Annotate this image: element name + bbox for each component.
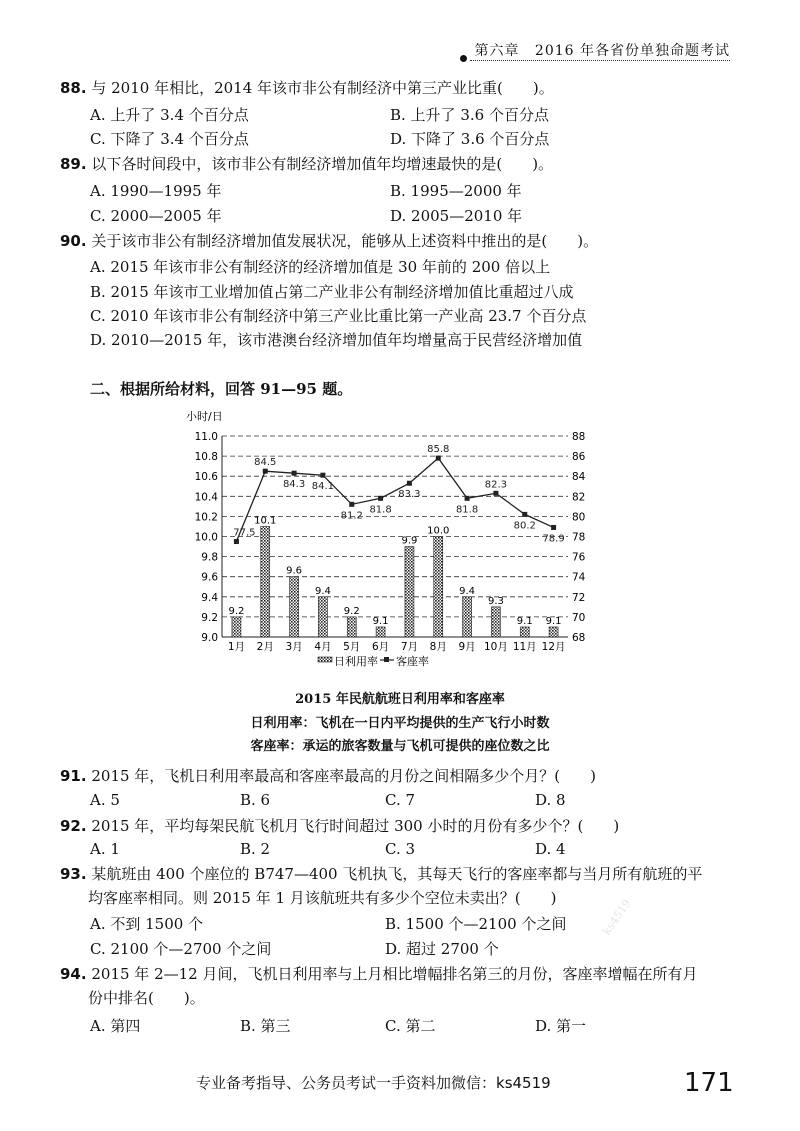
- bar: [463, 597, 472, 637]
- line-point: [551, 525, 556, 530]
- question-text: 以下各时间段中，该市非公有制经济增加值年均增速最快的是( )。: [91, 155, 554, 173]
- option-b[interactable]: B. 第三: [240, 1017, 291, 1035]
- bar: [290, 577, 299, 637]
- bar: [549, 627, 558, 637]
- watermark: ks4519: [600, 896, 634, 938]
- chart-note-1: 日利用率：飞机在一日内平均提供的生产飞行小时数: [250, 716, 550, 731]
- line-data-label: 80.2: [513, 520, 536, 532]
- bar: [520, 627, 529, 637]
- option-b[interactable]: B. 6: [240, 791, 271, 809]
- option-c[interactable]: C. 第二: [385, 1017, 436, 1035]
- line-point: [349, 502, 354, 507]
- question-text: 2015 年，飞机日利用率最高和客座率最高的月份之间相隔多少个月？( ): [91, 767, 597, 785]
- x-tick-label: 6月: [371, 641, 390, 653]
- question-88: 88. 与 2010 年相比，2014 年该市非公有制经济中第三产业比重( )。: [60, 79, 554, 97]
- line-data-label: 84.1: [311, 481, 335, 493]
- bar: [318, 597, 327, 637]
- line-point: [234, 539, 239, 544]
- line-point: [320, 473, 325, 478]
- bar: [491, 607, 500, 637]
- y2-tick-label: 70: [572, 611, 586, 624]
- option-d[interactable]: D. 2010—2015 年，该市港澳台经济增加值年均增量高于民营经济增加值: [90, 331, 583, 349]
- option-a[interactable]: A. 2015 年该市非公有制经济的经济增加值是 30 年前的 200 倍以上: [90, 258, 551, 276]
- y-tick-label: 10.0: [194, 531, 218, 544]
- chapter-label: 第六章: [474, 43, 520, 59]
- line-point: [407, 481, 412, 486]
- x-tick-label: 1月: [227, 641, 246, 653]
- question-94: 94. 2015 年 2—12 月间，飞机日利用率与上月相比增幅排名第三的月份，客座率增幅在所有月 份中排名( )。: [60, 965, 698, 1007]
- y2-tick-label: 72: [572, 591, 586, 604]
- y-tick-label: 9.2: [201, 611, 218, 624]
- option-c[interactable]: C. 2000—2005 年: [90, 207, 222, 225]
- bar-data-label: 10.1: [254, 515, 277, 527]
- y-tick-label: 10.4: [194, 491, 218, 504]
- x-tick-label: 5月: [343, 641, 361, 653]
- line-data-label: 78.9: [542, 533, 565, 545]
- bar: [376, 627, 385, 637]
- x-tick-label: 11月: [512, 641, 537, 653]
- option-a[interactable]: A. 1990—1995 年: [90, 182, 222, 200]
- line-point: [436, 456, 441, 461]
- x-tick-label: 8月: [429, 641, 447, 653]
- page-number: 171: [684, 1068, 734, 1098]
- bar-data-label: 10.0: [427, 525, 450, 537]
- line-data-label: 83.3: [398, 489, 421, 501]
- question-text: 与 2010 年相比，2014 年该市非公有制经济中第三产业比重( )。: [91, 79, 554, 97]
- line-data-label: 84.3: [282, 479, 306, 491]
- line-data-label: 81.8: [455, 504, 479, 516]
- y2-tick-label: 86: [572, 451, 586, 464]
- bar-data-label: 9.9: [401, 535, 418, 547]
- bar-data-label: 9.4: [314, 585, 331, 597]
- chart-note-2: 客座率：承运的旅客数量与飞机可提供的座位数之比: [250, 739, 550, 754]
- bar: [405, 547, 414, 637]
- line-data-label: 77.5: [233, 527, 256, 539]
- option-d[interactable]: D. 8: [535, 791, 566, 809]
- x-tick-label: 3月: [285, 641, 303, 653]
- footer-text: 专业备考指导、公务员考试一手资料加微信：ks4519: [196, 1074, 551, 1092]
- bar: [232, 617, 241, 637]
- y2-tick-label: 82: [572, 491, 586, 504]
- bar-data-label: 9.3: [487, 595, 504, 607]
- option-b[interactable]: B. 2: [240, 840, 271, 858]
- bar-data-label: 9.1: [372, 615, 389, 627]
- x-tick-label: 12月: [541, 641, 566, 653]
- y-tick-label: 11.0: [194, 431, 218, 443]
- option-a[interactable]: A. 5: [90, 791, 120, 809]
- question-text: 关于该市非公有制经济增加值发展状况，能够从上述资料中推出的是( )。: [91, 232, 599, 250]
- line-point: [292, 471, 297, 476]
- question-text: 某航班由 400 个座位的 B747—400 飞机执飞，其每天飞行的客座率都与当月所有航班的平: [91, 865, 703, 883]
- line-data-label: 84.5: [254, 457, 277, 469]
- y2-tick-label: 78: [572, 531, 586, 544]
- y2-tick-label: 74: [572, 571, 586, 584]
- line-data-label: 81.8: [369, 504, 392, 516]
- legend-label-bar: 日利用率: [334, 655, 378, 668]
- option-c[interactable]: C. 7: [385, 791, 416, 809]
- y-tick-label: 9.4: [201, 591, 218, 604]
- option-b[interactable]: B. 上升了 3.6 个百分点: [390, 106, 549, 124]
- question-91: 91. 2015 年，飞机日利用率最高和客座率最高的月份之间相隔多少个月？( ): [60, 767, 597, 785]
- question-93: 93. 某航班由 400 个座位的 B747—400 飞机执飞，其每天飞行的客座率都与当月所有航班的平 均客座率相同。则 2015 年 1 月该航班共有多少个空位未卖出？( ): [60, 865, 703, 907]
- option-d[interactable]: D. 4: [535, 840, 566, 858]
- line-data-label: 82.3: [484, 479, 508, 491]
- question-text: 2015 年，平均每架民航飞机月飞行时间超过 300 小时的月份有多少个？( ): [91, 817, 620, 835]
- question-90: 90. 关于该市非公有制经济增加值发展状况，能够从上述资料中推出的是( )。: [60, 232, 599, 250]
- option-c[interactable]: C. 2010 年该市非公有制经济中第三产业比重比第一产业高 23.7 个百分点: [90, 307, 587, 325]
- y2-tick-label: 68: [572, 632, 586, 644]
- bar-data-label: 9.1: [516, 615, 533, 627]
- bar-data-label: 9.2: [228, 605, 245, 617]
- question-92: 92. 2015 年，平均每架民航飞机月飞行时间超过 300 小时的月份有多少个？( ): [60, 817, 620, 835]
- option-c[interactable]: C. 下降了 3.4 个百分点: [90, 130, 249, 148]
- option-d[interactable]: D. 下降了 3.6 个百分点: [390, 130, 550, 148]
- y-tick-label: 10.2: [194, 511, 218, 524]
- bar: [347, 617, 356, 637]
- x-tick-label: 10月: [483, 641, 508, 653]
- line-data-label: 85.8: [427, 444, 450, 456]
- question-89: 89. 以下各时间段中，该市非公有制经济增加值年均增速最快的是( )。: [60, 155, 554, 173]
- chart-title: 2015 年民航航班日利用率和客座率: [295, 692, 505, 707]
- legend-swatch-bar: [318, 657, 332, 662]
- option-b[interactable]: B. 1995—2000 年: [390, 182, 522, 200]
- y-tick-label: 9.8: [201, 551, 218, 564]
- option-d[interactable]: D. 超过 2700 个: [385, 940, 499, 958]
- y-tick-label: 9.0: [201, 632, 218, 644]
- x-tick-label: 9月: [458, 641, 476, 653]
- line-point: [522, 512, 527, 517]
- option-b[interactable]: B. 2015 年该市工业增加值占第二产业非公有制经济增加值比重超过八成: [90, 283, 574, 301]
- line-point: [465, 496, 470, 501]
- line-point: [378, 496, 383, 501]
- y-tick-label: 10.8: [194, 451, 218, 464]
- bar: [434, 537, 443, 638]
- y-tick-label: 10.6: [194, 471, 218, 484]
- y2-tick-label: 88: [572, 431, 586, 443]
- bar-data-label: 9.1: [545, 615, 562, 627]
- section-title: 二、根据所给材料，回答 91—95 题。: [90, 380, 353, 398]
- option-a[interactable]: A. 1: [90, 840, 120, 858]
- x-tick-label: 2月: [256, 641, 274, 653]
- question-text-cont: 均客座率相同。则 2015 年 1 月该航班共有多少个空位未卖出？( ): [88, 889, 557, 907]
- bar-data-label: 9.4: [459, 585, 476, 597]
- line-point: [493, 491, 498, 496]
- legend-label-line: 客座率: [396, 655, 429, 668]
- y2-tick-label: 80: [572, 511, 586, 524]
- option-c[interactable]: C. 2100 个—2700 个之间: [90, 940, 272, 958]
- line-point: [263, 469, 268, 474]
- header-title: 2016 年各省份单独命题考试: [534, 43, 730, 59]
- y2-tick-label: 84: [572, 471, 586, 484]
- bar: [261, 526, 270, 637]
- option-d[interactable]: D. 2005—2010 年: [390, 207, 523, 225]
- option-a[interactable]: A. 第四: [90, 1017, 141, 1035]
- bar-data-label: 9.6: [286, 565, 303, 577]
- option-b[interactable]: B. 1500 个—2100 个之间: [385, 915, 567, 933]
- legend-marker-line: [384, 657, 389, 662]
- option-a[interactable]: A. 不到 1500 个: [90, 915, 204, 933]
- x-tick-label: 7月: [400, 641, 419, 653]
- question-text-cont: 份中排名( )。: [88, 989, 205, 1007]
- question-text: 2015 年 2—12 月间，飞机日利用率与上月相比增幅排名第三的月份，客座率增幅在所有月: [91, 965, 698, 983]
- y-tick-label: 9.6: [201, 571, 218, 584]
- option-d[interactable]: D. 第一: [535, 1017, 587, 1035]
- bar-data-label: 9.2: [343, 605, 360, 617]
- option-a[interactable]: A. 上升了 3.4 个百分点: [90, 106, 249, 124]
- line-data-label: 81.2: [340, 510, 363, 522]
- line-series: [236, 458, 553, 541]
- y-axis-label: 小时/日: [186, 410, 223, 423]
- option-c[interactable]: C. 3: [385, 840, 416, 858]
- y2-tick-label: 76: [572, 551, 586, 564]
- x-tick-label: 4月: [314, 641, 332, 653]
